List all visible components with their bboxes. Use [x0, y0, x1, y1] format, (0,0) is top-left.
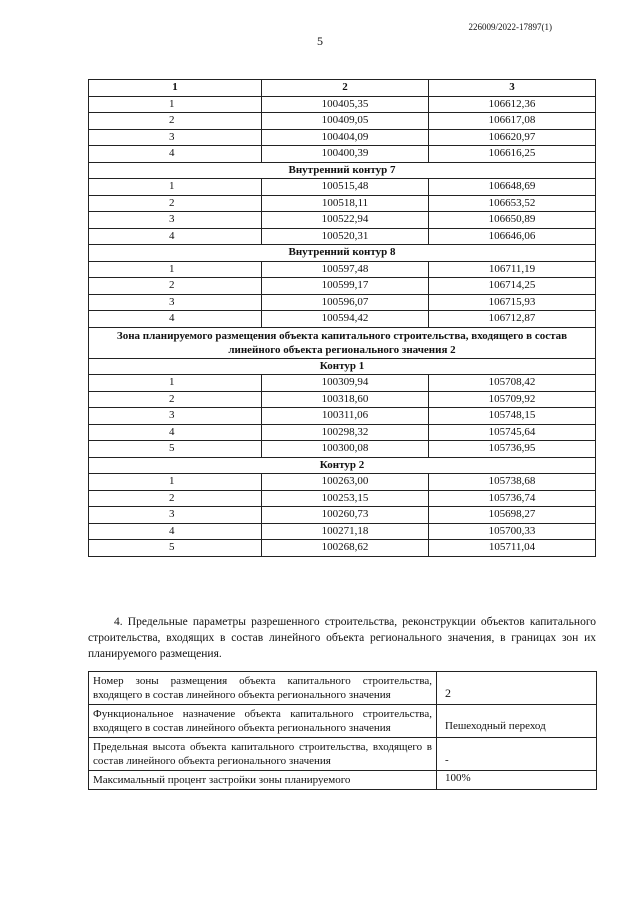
point-number-cell: 2 — [89, 195, 262, 212]
point-number-cell: 1 — [89, 96, 262, 113]
y-coordinate-cell: 105736,74 — [429, 490, 596, 507]
table-row — [89, 228, 596, 245]
table-row — [89, 672, 597, 705]
y-coordinate-cell: 105700,33 — [429, 523, 596, 540]
point-number-cell: 5 — [89, 540, 262, 557]
param-label: Функциональное назначение объекта капитального строительства, входящего в состав линейного объекта регионального значения — [89, 705, 437, 738]
table-row — [89, 96, 596, 113]
table-row — [89, 311, 596, 328]
x-coordinate-cell: 100515,48 — [262, 179, 429, 196]
param-label: Номер зоны размещения объекта капитального строительства, входящего в состав линейного объекта регионального значения — [89, 672, 437, 705]
point-number-cell: 4 — [89, 228, 262, 245]
point-number-cell: 4 — [89, 146, 262, 163]
header-cell: 2 — [262, 80, 429, 97]
table-row — [89, 294, 596, 311]
x-coordinate-cell: 100298,32 — [262, 424, 429, 441]
table-header-row — [89, 80, 596, 97]
table-row — [89, 375, 596, 392]
point-number-cell: 3 — [89, 408, 262, 425]
table-row — [89, 212, 596, 229]
coordinates-table-body — [89, 80, 596, 557]
table-row — [89, 391, 596, 408]
x-coordinate-cell: 100596,07 — [262, 294, 429, 311]
x-coordinate-cell: 100522,94 — [262, 212, 429, 229]
section-title-contour-8: Внутренний контур 8 — [89, 245, 596, 262]
section-title-contour-7-row — [89, 162, 596, 179]
zone-title-row — [89, 327, 596, 358]
y-coordinate-cell: 106612,36 — [429, 96, 596, 113]
param-value: 100% — [437, 771, 597, 790]
x-coordinate-cell: 100268,62 — [262, 540, 429, 557]
x-coordinate-cell: 100311,06 — [262, 408, 429, 425]
x-coordinate-cell: 100263,00 — [262, 474, 429, 491]
x-coordinate-cell: 100309,94 — [262, 375, 429, 392]
table-row — [89, 261, 596, 278]
y-coordinate-cell: 106714,25 — [429, 278, 596, 295]
point-number-cell: 1 — [89, 179, 262, 196]
x-coordinate-cell: 100520,31 — [262, 228, 429, 245]
table-row — [89, 441, 596, 458]
header-cell: 1 — [89, 80, 262, 97]
y-coordinate-cell: 106646,06 — [429, 228, 596, 245]
x-coordinate-cell: 100599,17 — [262, 278, 429, 295]
y-coordinate-cell: 106620,97 — [429, 129, 596, 146]
section-title-contour-1: Контур 1 — [89, 358, 596, 375]
x-coordinate-cell: 100409,05 — [262, 113, 429, 130]
y-coordinate-cell: 106617,08 — [429, 113, 596, 130]
table-row — [89, 771, 597, 790]
table-row — [89, 113, 596, 130]
point-number-cell: 2 — [89, 113, 262, 130]
point-number-cell: 1 — [89, 474, 262, 491]
coordinates-table — [88, 79, 596, 557]
table-row — [89, 507, 596, 524]
x-coordinate-cell: 100318,60 — [262, 391, 429, 408]
param-value: Пешеходный переход — [437, 705, 597, 738]
y-coordinate-cell: 106648,69 — [429, 179, 596, 196]
table-row — [89, 738, 597, 771]
y-coordinate-cell: 105698,27 — [429, 507, 596, 524]
x-coordinate-cell: 100518,11 — [262, 195, 429, 212]
table-row — [89, 490, 596, 507]
point-number-cell: 3 — [89, 212, 262, 229]
x-coordinate-cell: 100404,09 — [262, 129, 429, 146]
y-coordinate-cell: 105711,04 — [429, 540, 596, 557]
point-number-cell: 5 — [89, 441, 262, 458]
point-number-cell: 4 — [89, 311, 262, 328]
table-row — [89, 278, 596, 295]
x-coordinate-cell: 100253,15 — [262, 490, 429, 507]
param-value: 2 — [437, 672, 597, 705]
x-coordinate-cell: 100405,35 — [262, 96, 429, 113]
section-4-paragraph: 4. Предельные параметры разрешенного строительства, реконструкции объектов капитального строительства, входящих в состав линейного объекта регионального значения, в границах зон их планируемого размещения. — [88, 616, 596, 660]
point-number-cell: 4 — [89, 424, 262, 441]
section-title-contour-8-row — [89, 245, 596, 262]
zone-title: Зона планируемого размещения объекта капитального строительства, входящего в состав линейного объекта регионального значения 2 — [89, 327, 596, 358]
point-number-cell: 4 — [89, 523, 262, 540]
x-coordinate-cell: 100300,08 — [262, 441, 429, 458]
y-coordinate-cell: 106653,52 — [429, 195, 596, 212]
parameters-table — [88, 671, 597, 790]
table-row — [89, 129, 596, 146]
param-label: Максимальный процент застройки зоны планируемого — [89, 771, 437, 790]
y-coordinate-cell: 106616,25 — [429, 146, 596, 163]
y-coordinate-cell: 105748,15 — [429, 408, 596, 425]
point-number-cell: 2 — [89, 391, 262, 408]
point-number-cell: 1 — [89, 375, 262, 392]
param-label: Предельная высота объекта капитального строительства, входящего в состав линейного объекта регионального значения — [89, 738, 437, 771]
table-row — [89, 424, 596, 441]
point-number-cell: 2 — [89, 278, 262, 295]
point-number-cell: 3 — [89, 129, 262, 146]
point-number-cell: 2 — [89, 490, 262, 507]
x-coordinate-cell: 100400,39 — [262, 146, 429, 163]
section-title-contour-2-row — [89, 457, 596, 474]
y-coordinate-cell: 105709,92 — [429, 391, 596, 408]
y-coordinate-cell: 105708,42 — [429, 375, 596, 392]
point-number-cell: 1 — [89, 261, 262, 278]
section-title-contour-2: Контур 2 — [89, 457, 596, 474]
table-row — [89, 523, 596, 540]
x-coordinate-cell: 100260,73 — [262, 507, 429, 524]
x-coordinate-cell: 100597,48 — [262, 261, 429, 278]
x-coordinate-cell: 100594,42 — [262, 311, 429, 328]
table-row — [89, 146, 596, 163]
table-row — [89, 408, 596, 425]
y-coordinate-cell: 106712,87 — [429, 311, 596, 328]
header-cell: 3 — [429, 80, 596, 97]
x-coordinate-cell: 100271,18 — [262, 523, 429, 540]
table-row — [89, 195, 596, 212]
y-coordinate-cell: 105738,68 — [429, 474, 596, 491]
section-title-contour-1-row — [89, 358, 596, 375]
document-number: 226009/2022-17897(1) — [468, 22, 552, 32]
table-row — [89, 474, 596, 491]
table-row — [89, 179, 596, 196]
table-row — [89, 705, 597, 738]
y-coordinate-cell: 106711,19 — [429, 261, 596, 278]
y-coordinate-cell: 105745,64 — [429, 424, 596, 441]
table-row — [89, 540, 596, 557]
page-number: 5 — [317, 34, 323, 48]
point-number-cell: 3 — [89, 507, 262, 524]
y-coordinate-cell: 106650,89 — [429, 212, 596, 229]
section-title-contour-7: Внутренний контур 7 — [89, 162, 596, 179]
param-value: - — [437, 738, 597, 771]
y-coordinate-cell: 105736,95 — [429, 441, 596, 458]
y-coordinate-cell: 106715,93 — [429, 294, 596, 311]
point-number-cell: 3 — [89, 294, 262, 311]
